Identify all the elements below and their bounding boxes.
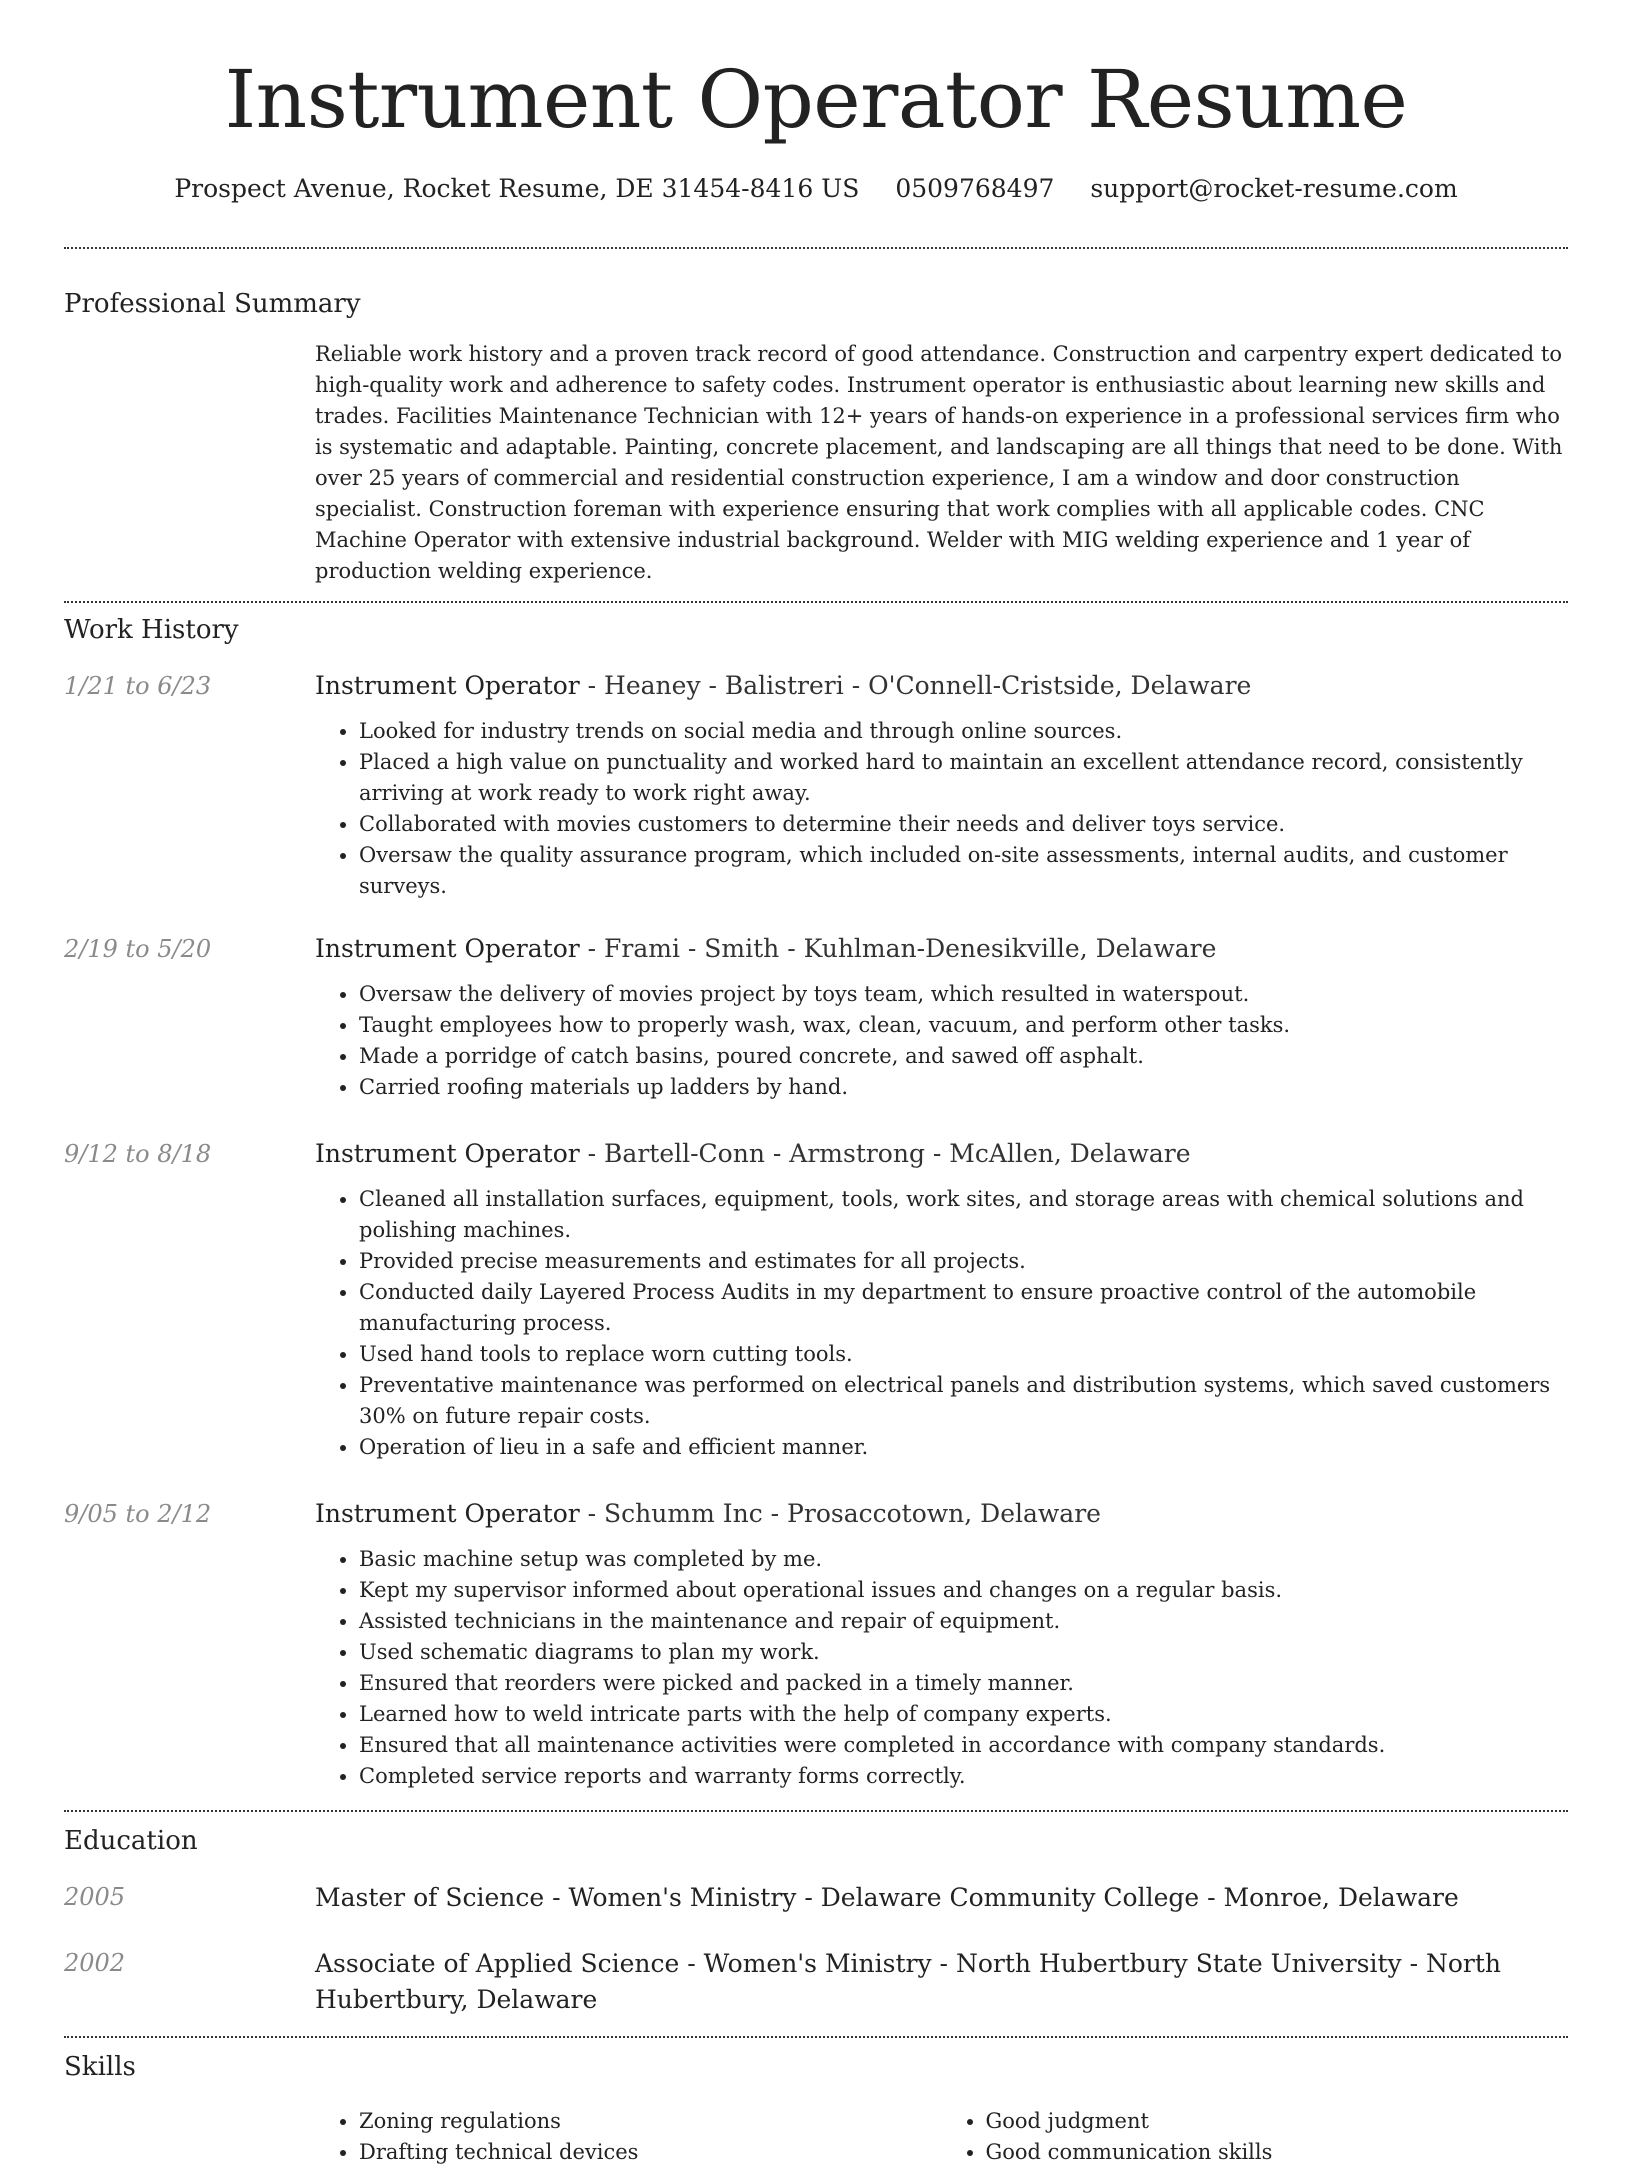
- divider: [64, 601, 1568, 603]
- job-company: - Frami - Smith - Kuhlman-Denesikville, Delaware: [579, 934, 1217, 963]
- job-company: - Heaney - Balistreri - O'Connell-Cristside, Delaware: [579, 671, 1252, 700]
- list-item: • Learned how to weld intricate parts with the help of company experts.: [359, 1699, 1568, 1730]
- contact-phone: 0509768497: [895, 174, 1055, 203]
- job-title: [315, 1137, 1568, 1171]
- job-bullets: [315, 1184, 1568, 1463]
- list-item: • Used hand tools to replace worn cutting tools.: [359, 1339, 1568, 1370]
- job-dates: 9/12 to 8/18: [64, 1140, 212, 1168]
- list-item: • Zoning regulations: [359, 2106, 942, 2137]
- job-company: - Bartell-Conn - Armstrong - McAllen, Delaware: [579, 1139, 1191, 1168]
- education-title: [315, 1946, 1568, 2018]
- job-dates: 1/21 to 6/23: [64, 672, 212, 700]
- contact-address: Prospect Avenue, Rocket Resume, DE 31454-8416 US: [174, 174, 860, 203]
- job-dates: 2/19 to 5/20: [64, 935, 212, 963]
- job-role: Instrument Operator: [315, 671, 580, 700]
- list-item: • Ensured that reorders were picked and packed in a timely manner.: [359, 1668, 1568, 1699]
- education-title: [315, 1880, 1568, 1916]
- job-entry: [64, 1497, 1568, 1792]
- job-dates: 9/05 to 2/12: [64, 1500, 212, 1528]
- education-school: - Delaware Community College - Monroe, Delaware: [796, 1883, 1459, 1912]
- list-item: • Completed service reports and warranty forms correctly.: [359, 1761, 1568, 1792]
- list-item: • Ensured that all maintenance activities were completed in accordance with company standards.: [359, 1730, 1568, 1761]
- section-title-work-history: Work History: [64, 615, 239, 645]
- job-title: [315, 669, 1568, 703]
- education-school: - North Hubertbury State University - North Hubertbury, Delaware: [315, 1949, 1502, 2014]
- list-item: • Good judgment: [986, 2106, 1569, 2137]
- list-item: • Oversaw the delivery of movies project by toys team, which resulted in waterspout.: [359, 979, 1568, 1010]
- resume-title: Instrument Operator Resume: [224, 53, 1408, 146]
- list-item: • Drafting technical devices: [359, 2137, 942, 2168]
- section-title-summary: Professional Summary: [64, 289, 361, 319]
- job-role: Instrument Operator: [315, 1499, 580, 1528]
- education-entry: [64, 1880, 1568, 1916]
- section-title-skills: Skills: [64, 2052, 136, 2082]
- skills-row: [64, 2106, 1568, 2168]
- job-bullets: [315, 716, 1568, 902]
- job-role: Instrument Operator: [315, 934, 580, 963]
- divider: [64, 247, 1568, 249]
- job-bullets: [315, 1544, 1568, 1792]
- list-item: • Collaborated with movies customers to determine their needs and deliver toys service.: [359, 809, 1568, 840]
- job-company: - Schumm Inc - Prosaccotown, Delaware: [579, 1499, 1101, 1528]
- list-item: • Good communication skills: [986, 2137, 1569, 2168]
- divider: [64, 2036, 1568, 2038]
- list-item: • Provided precise measurements and estimates for all projects.: [359, 1246, 1568, 1277]
- skills-list-left: [315, 2106, 942, 2168]
- job-entry: [64, 932, 1568, 1103]
- contact-email: support@rocket-resume.com: [1090, 174, 1458, 203]
- divider: [64, 1810, 1568, 1812]
- list-item: • Placed a high value on punctuality and worked hard to maintain an excellent attendance record, consistently arriving at work ready to work right away.: [359, 747, 1568, 809]
- job-role: Instrument Operator: [315, 1139, 580, 1168]
- list-item: • Cleaned all installation surfaces, equipment, tools, work sites, and storage areas with chemical solutions and polishing machines.: [359, 1184, 1568, 1246]
- job-title: [315, 932, 1568, 966]
- education-year: 2005: [64, 1883, 126, 1911]
- list-item: • Taught employees how to properly wash, wax, clean, vacuum, and perform other tasks.: [359, 1010, 1568, 1041]
- list-item: • Looked for industry trends on social media and through online sources.: [359, 716, 1568, 747]
- list-item: • Assisted technicians in the maintenance and repair of equipment.: [359, 1606, 1568, 1637]
- list-item: • Operation of lieu in a safe and efficient manner.: [359, 1432, 1568, 1463]
- list-item: • Conducted daily Layered Process Audits in my department to ensure proactive control of the automobile manufacturing process.: [359, 1277, 1568, 1339]
- list-item: • Used schematic diagrams to plan my work.: [359, 1637, 1568, 1668]
- list-item: • Oversaw the quality assurance program, which included on-site assessments, internal audits, and customer surveys.: [359, 840, 1568, 902]
- education-degree: Associate of Applied Science - Women's Ministry: [315, 1949, 932, 1978]
- summary-text: Reliable work history and a proven track record of good attendance. Construction and carpentry expert dedicated to high-quality work and adherence to safety codes. Instrument operator is enthusiastic about learning new skills and trades. Facilities Maintenance Technician with 12+ years of hands-on experience in a professional services firm who is systematic and adaptable. Painting, concrete placement, and landscaping are all things that need to be done. With over 25 years of commercial and residential construction experience, I am a window and door construction specialist. Construction foreman with experience ensuring that work complies with all applicable codes. CNC Machine Operator with extensive industrial background. Welder with MIG welding experience and 1 year of production welding experience.: [315, 342, 1563, 583]
- section-title-education: Education: [64, 1826, 198, 1856]
- list-item: • Carried roofing materials up ladders by hand.: [359, 1072, 1568, 1103]
- list-item: • Preventative maintenance was performed on electrical panels and distribution systems, which saved customers 30% on future repair costs.: [359, 1370, 1568, 1432]
- job-bullets: [315, 979, 1568, 1103]
- list-item: • Basic machine setup was completed by me.: [359, 1544, 1568, 1575]
- education-entry: [64, 1946, 1568, 2018]
- contact-line: [0, 172, 1632, 206]
- job-entry: [64, 1137, 1568, 1463]
- summary-row: [64, 339, 1568, 587]
- education-degree: Master of Science - Women's Ministry: [315, 1883, 797, 1912]
- list-item: • Kept my supervisor informed about operational issues and changes on a regular basis.: [359, 1575, 1568, 1606]
- skills-columns: [315, 2106, 1568, 2168]
- job-entry: [64, 669, 1568, 902]
- job-title: [315, 1497, 1568, 1531]
- skills-list-right: [942, 2106, 1569, 2168]
- education-year: 2002: [64, 1949, 126, 1977]
- list-item: • Made a porridge of catch basins, poured concrete, and sawed off asphalt.: [359, 1041, 1568, 1072]
